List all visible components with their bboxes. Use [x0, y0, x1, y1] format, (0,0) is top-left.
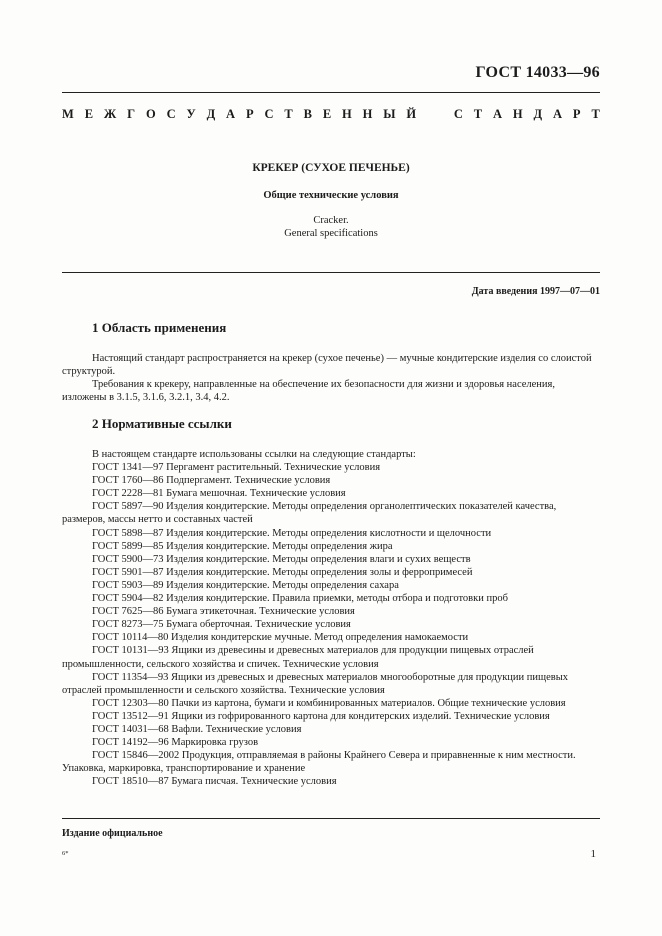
header-rule [62, 92, 600, 93]
heading-letter: Г [127, 107, 136, 121]
heading-letter: Т [591, 107, 600, 121]
heading-letter: У [186, 107, 196, 121]
heading-letter: Р [572, 107, 581, 121]
footnote-mark: 6* [62, 850, 69, 857]
reference-item: ГОСТ 5897—90 Изделия кондитерские. Методы определения органолептических показателей качества, размеров, массы нетто и составных частей [62, 501, 557, 526]
reference-items [62, 461, 600, 788]
heading-letter: Т [473, 107, 483, 121]
heading-letter: Ы [383, 107, 396, 121]
heading-letter: О [145, 107, 156, 121]
english-title-line2: General specifications [284, 228, 378, 239]
heading-letter: А [226, 107, 236, 121]
reference-item: ГОСТ 1341—97 Пергамент растительный. Технические условия [92, 462, 381, 474]
heading-letter: С [453, 107, 463, 121]
heading-letter: Д [533, 107, 543, 121]
heading-letter: Ж [103, 107, 117, 121]
document-number: ГОСТ 14033—96 [475, 64, 600, 81]
title-rule [62, 272, 600, 273]
heading-letter: Е [322, 107, 332, 121]
reference-item: ГОСТ 15846—2002 Продукция, отправляемая в районы Крайнего Севера и приравненные к ним местности. Упаковка, маркировка, транспортирование и хранение [62, 750, 576, 775]
heading-letter: Н [512, 107, 523, 121]
reference-item: ГОСТ 2228—81 Бумага мешочная. Технические условия [92, 488, 346, 500]
reference-item: ГОСТ 11354—93 Ящики из древесных и древесных материалов многооборотные для продукции пищевых отраслей промышленности и сельского хозяйства. Технические условия [62, 671, 569, 696]
section-1-paragraph-1: Настоящий стандарт распространяется на крекер (сухое печенье) — мучные кондитерские изделия со слоистой структурой. [62, 353, 592, 377]
word-gap [427, 107, 443, 122]
document-title: КРЕКЕР (СУХОЕ ПЕЧЕНЬЕ) [252, 162, 410, 174]
reference-item: ГОСТ 5903—89 Изделия кондитерские. Методы определения сахара [92, 579, 399, 591]
heading-letter: Д [206, 107, 216, 121]
reference-item: ГОСТ 8273—75 Бумага оберточная. Технические условия [92, 619, 351, 631]
heading-letter: А [493, 107, 503, 121]
reference-item: ГОСТ 13512—91 Ящики из гофрированного картона для кондитерских изделий. Технические условия [92, 710, 550, 722]
reference-item: ГОСТ 7625—86 Бумага этикеточная. Технические условия [92, 606, 355, 618]
reference-item: ГОСТ 1760—86 Подпергамент. Технические условия [92, 475, 331, 487]
heading-letter: С [264, 107, 274, 121]
reference-item: ГОСТ 5904—82 Изделия кондитерские. Правила приемки, методы отбора и подготовки проб [92, 593, 508, 605]
references-list [62, 448, 600, 788]
english-title [62, 214, 600, 240]
english-title-line1: Cracker. [313, 215, 349, 226]
reference-item: ГОСТ 18510—87 Бумага писчая. Технические условия [92, 776, 337, 788]
document-subtitle: Общие технические условия [263, 190, 399, 201]
heading-letter: Т [284, 107, 293, 121]
official-edition-label: Издание официальное [62, 828, 163, 839]
reference-item: ГОСТ 10114—80 Изделия кондитерские мучные. Метод определения намокаемости [92, 632, 469, 644]
reference-item: ГОСТ 14031—68 Вафли. Технические условия [92, 723, 302, 735]
heading-letter: Н [342, 107, 352, 121]
heading-letter: Н [362, 107, 373, 121]
page-number: 1 [590, 848, 596, 860]
section-1-paragraph-2: Требования к крекеру, направленные на обеспечение их безопасности для жизни и здоровья населения, изложены в 3.1.5, 3.1.6, 3.2.1, 3.4, 4.2. [62, 379, 556, 403]
heading-letter: Р [245, 107, 254, 121]
references-intro: В настоящем стандарте использованы ссылки на следующие стандарты: [92, 449, 416, 460]
reference-item: ГОСТ 14192—96 Маркировка грузов [92, 737, 259, 749]
heading-letter: С [166, 107, 176, 121]
heading-letter: Е [84, 107, 94, 121]
section-2-heading: 2 Нормативные ссылки [92, 416, 232, 431]
heading-letter: Й [406, 107, 417, 121]
heading-letter: М [62, 107, 74, 121]
reference-item: ГОСТ 5901—87 Изделия кондитерские. Методы определения золы и ферропримесей [92, 566, 473, 578]
reference-item: ГОСТ 5900—73 Изделия кондитерские. Методы определения влаги и сухих веществ [92, 553, 471, 565]
reference-item: ГОСТ 12303—80 Пачки из картона, бумаги и комбинированных материалов. Общие технические условия [92, 697, 566, 709]
introduction-date: Дата введения 1997—07—01 [471, 286, 600, 297]
heading-letter: А [553, 107, 563, 121]
standard-type-heading [62, 107, 600, 122]
heading-letter: В [303, 107, 312, 121]
reference-item: ГОСТ 5898—87 Изделия кондитерские. Методы определения кислотности и щелочности [92, 527, 492, 539]
section-1-heading: 1 Область применения [92, 320, 227, 335]
reference-item: ГОСТ 5899—85 Изделия кондитерские. Методы определения жира [92, 540, 393, 552]
footer-rule [62, 818, 600, 819]
reference-item: ГОСТ 10131—93 Ящики из древесины и древесных материалов для продукции пищевых отраслей промышленности, сельского хозяйства и спичек. Технические условия [62, 645, 534, 670]
